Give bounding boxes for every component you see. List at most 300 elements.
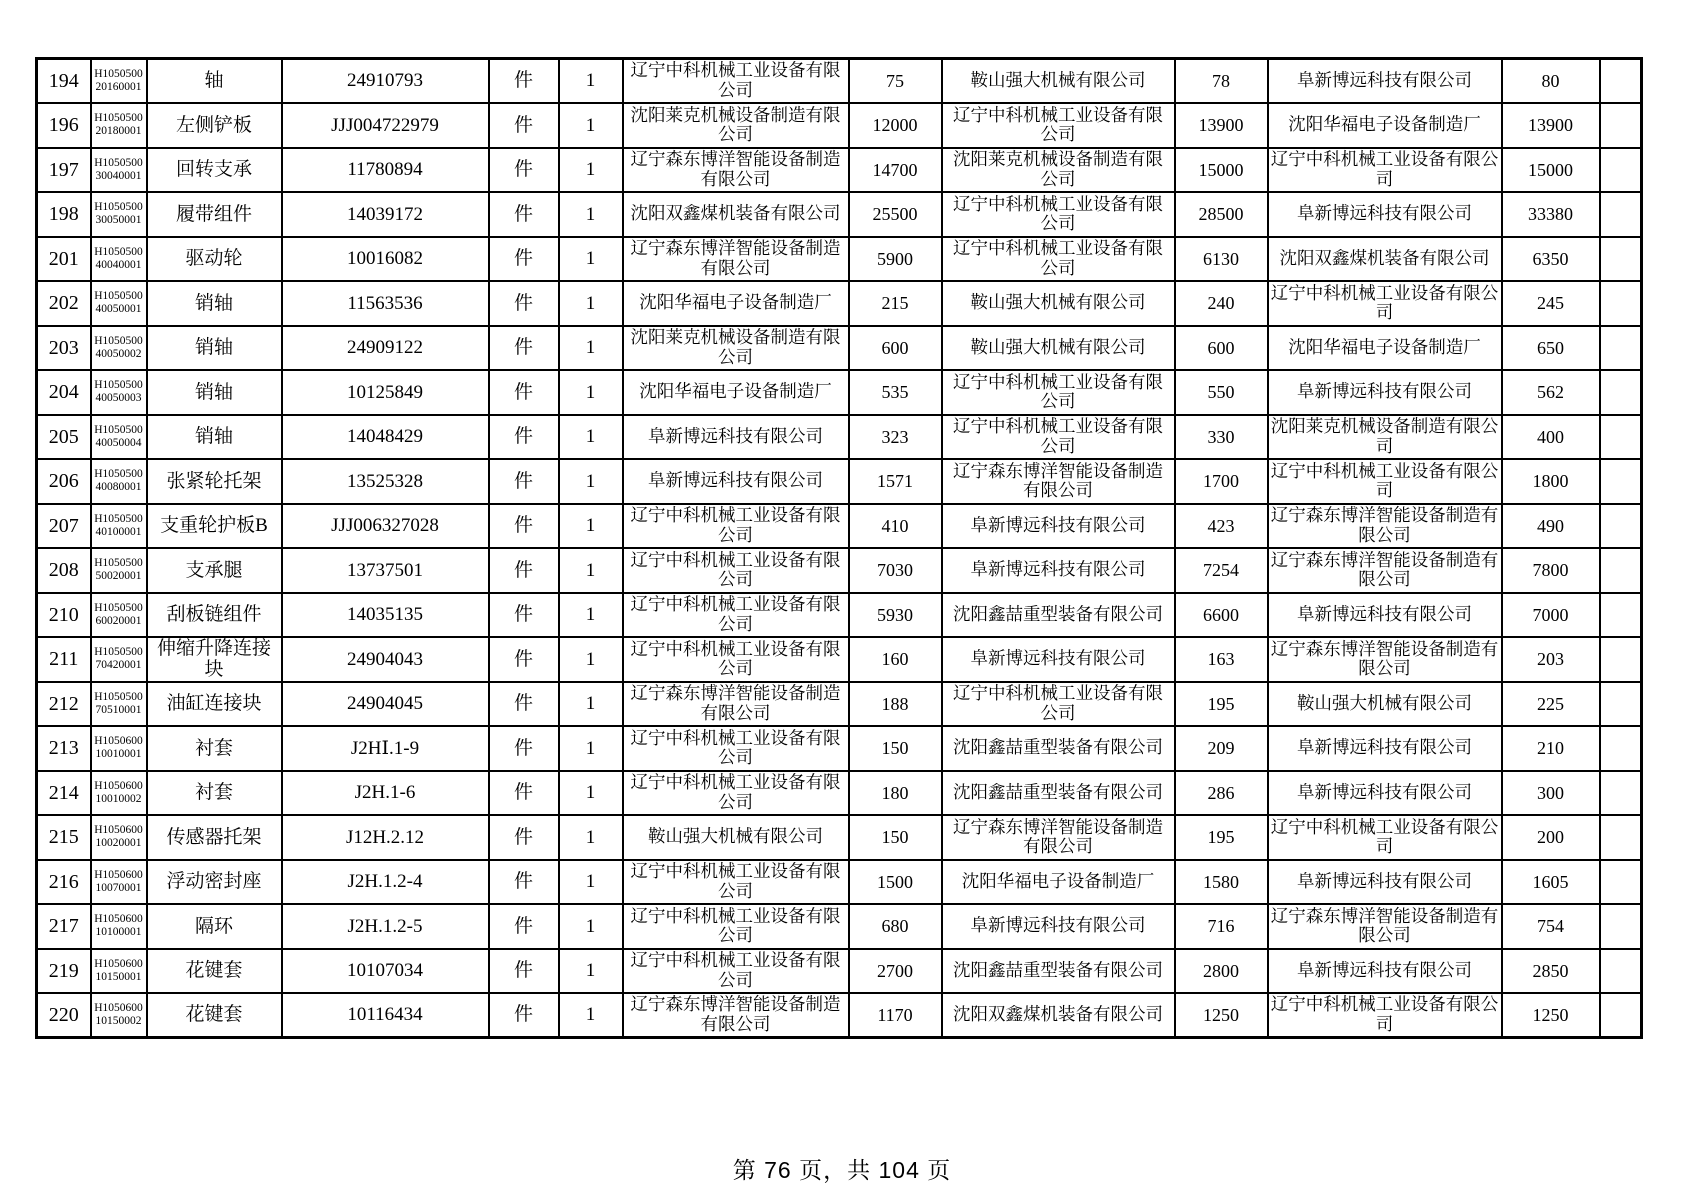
table-row (37, 593, 1642, 638)
cell-price-3: 562 (1502, 370, 1600, 415)
cell-quantity: 1 (559, 237, 623, 282)
cell-price-2: 600 (1175, 326, 1268, 371)
cell-item-code (91, 326, 147, 371)
code-line: 70420001 (95, 659, 142, 672)
cell-supplier-2: 鞍山强大机械有限公司 (942, 59, 1175, 104)
cell-row-no: 215 (37, 815, 91, 860)
cell-quantity: 1 (559, 949, 623, 994)
cell-item-code (91, 148, 147, 193)
cell-row-no: 217 (37, 904, 91, 949)
cell-part-name: 销轴 (147, 370, 282, 415)
cell-supplier-2: 辽宁中科机械工业设备有限公司 (942, 682, 1175, 727)
code-line: 40050002 (95, 347, 142, 360)
cell-supplier-3: 沈阳华福电子设备制造厂 (1268, 103, 1502, 148)
cell-item-code (91, 949, 147, 994)
cell-quantity: 1 (559, 59, 623, 104)
cell-price-3: 225 (1502, 682, 1600, 727)
cell-quantity: 1 (559, 771, 623, 816)
code-line: H1050600 (94, 779, 143, 792)
cell-price-3: 210 (1502, 726, 1600, 771)
table-row (37, 326, 1642, 371)
code-line: H1050500 (94, 601, 143, 614)
cell-price-1: 25500 (849, 192, 942, 237)
cell-supplier-1: 辽宁中科机械工业设备有限公司 (623, 904, 849, 949)
cell-row-no: 201 (37, 237, 91, 282)
cell-supplier-2: 辽宁中科机械工业设备有限公司 (942, 370, 1175, 415)
cell-price-2: 1700 (1175, 459, 1268, 504)
cell-price-1: 410 (849, 504, 942, 549)
cell-price-1: 535 (849, 370, 942, 415)
cell-supplier-3: 辽宁中科机械工业设备有限公司 (1268, 148, 1502, 193)
cell-supplier-2: 辽宁森东博洋智能设备制造有限公司 (942, 459, 1175, 504)
code-line: 10150001 (95, 970, 142, 983)
cell-row-no: 206 (37, 459, 91, 504)
cell-blank (1600, 771, 1642, 816)
cell-part-number: 10116434 (282, 993, 489, 1038)
cell-supplier-1: 沈阳华福电子设备制造厂 (623, 281, 849, 326)
cell-supplier-2: 阜新博远科技有限公司 (942, 548, 1175, 593)
cell-price-2: 2800 (1175, 949, 1268, 994)
cell-supplier-2: 阜新博远科技有限公司 (942, 637, 1175, 682)
cell-part-number: 10107034 (282, 949, 489, 994)
cell-row-no: 213 (37, 726, 91, 771)
cell-part-name: 伸缩升降连接块 (147, 637, 282, 682)
cell-part-name: 衬套 (147, 726, 282, 771)
code-line: H1050500 (94, 334, 143, 347)
cell-part-name: 油缸连接块 (147, 682, 282, 727)
cell-part-number: J2H.1.2-4 (282, 860, 489, 905)
code-line: 10070001 (95, 881, 142, 894)
table-row (37, 281, 1642, 326)
cell-price-1: 5930 (849, 593, 942, 638)
cell-price-1: 12000 (849, 103, 942, 148)
cell-price-1: 160 (849, 637, 942, 682)
cell-blank (1600, 237, 1642, 282)
cell-blank (1600, 904, 1642, 949)
cell-price-2: 209 (1175, 726, 1268, 771)
cell-part-number: J2H.1.2-5 (282, 904, 489, 949)
cell-part-number: 13525328 (282, 459, 489, 504)
cell-price-3: 490 (1502, 504, 1600, 549)
cell-blank (1600, 593, 1642, 638)
cell-supplier-2: 沈阳双鑫煤机装备有限公司 (942, 993, 1175, 1038)
code-line: 70510001 (95, 703, 142, 716)
cell-part-number: JJJ006327028 (282, 504, 489, 549)
cell-price-3: 1800 (1502, 459, 1600, 504)
cell-price-3: 80 (1502, 59, 1600, 104)
cell-price-1: 600 (849, 326, 942, 371)
cell-row-no: 214 (37, 771, 91, 816)
cell-supplier-2: 沈阳鑫喆重型装备有限公司 (942, 949, 1175, 994)
cell-supplier-1: 阜新博远科技有限公司 (623, 459, 849, 504)
cell-supplier-2: 辽宁中科机械工业设备有限公司 (942, 415, 1175, 460)
cell-blank (1600, 148, 1642, 193)
cell-supplier-1: 辽宁森东博洋智能设备制造有限公司 (623, 682, 849, 727)
code-line: H1050500 (94, 646, 143, 659)
cell-item-code (91, 459, 147, 504)
code-line: 50020001 (95, 570, 142, 583)
cell-supplier-1: 沈阳莱克机械设备制造有限公司 (623, 103, 849, 148)
cell-item-code (91, 682, 147, 727)
cell-quantity: 1 (559, 281, 623, 326)
cell-item-code (91, 415, 147, 460)
cell-price-3: 1605 (1502, 860, 1600, 905)
cell-supplier-1: 辽宁中科机械工业设备有限公司 (623, 726, 849, 771)
cell-item-code (91, 860, 147, 905)
cell-supplier-3: 阜新博远科技有限公司 (1268, 192, 1502, 237)
cell-price-1: 1500 (849, 860, 942, 905)
cell-part-name: 支重轮护板B (147, 504, 282, 549)
cell-price-2: 286 (1175, 771, 1268, 816)
cell-quantity: 1 (559, 148, 623, 193)
cell-part-number: J2H.1-6 (282, 771, 489, 816)
cell-part-name: 花键套 (147, 993, 282, 1038)
cell-part-number: 11563536 (282, 281, 489, 326)
cell-row-no: 208 (37, 548, 91, 593)
code-line: 10150002 (95, 1015, 142, 1028)
table-row (37, 993, 1642, 1038)
table-row (37, 504, 1642, 549)
cell-unit: 件 (489, 504, 559, 549)
cell-price-3: 754 (1502, 904, 1600, 949)
code-line: H1050500 (94, 201, 143, 214)
code-line: H1050500 (94, 245, 143, 258)
code-line: H1050500 (94, 379, 143, 392)
code-line: H1050500 (94, 112, 143, 125)
code-line: 10100001 (95, 926, 142, 939)
cell-part-number: 14048429 (282, 415, 489, 460)
cell-part-number: J2HⅠ.1-9 (282, 726, 489, 771)
cell-unit: 件 (489, 993, 559, 1038)
cell-unit: 件 (489, 682, 559, 727)
cell-price-1: 5900 (849, 237, 942, 282)
cell-blank (1600, 726, 1642, 771)
cell-quantity: 1 (559, 904, 623, 949)
parts-table-body (37, 59, 1642, 1038)
code-line: H1050600 (94, 957, 143, 970)
cell-price-3: 7800 (1502, 548, 1600, 593)
cell-price-1: 150 (849, 726, 942, 771)
cell-blank (1600, 548, 1642, 593)
cell-supplier-3: 沈阳华福电子设备制造厂 (1268, 326, 1502, 371)
code-line: 40050004 (95, 436, 142, 449)
cell-supplier-1: 辽宁中科机械工业设备有限公司 (623, 771, 849, 816)
cell-part-name: 销轴 (147, 415, 282, 460)
cell-unit: 件 (489, 370, 559, 415)
code-line: H1050600 (94, 1002, 143, 1015)
cell-unit: 件 (489, 815, 559, 860)
cell-row-no: 196 (37, 103, 91, 148)
table-row (37, 459, 1642, 504)
cell-quantity: 1 (559, 103, 623, 148)
code-line: 10020001 (95, 837, 142, 850)
cell-supplier-3: 沈阳双鑫煤机装备有限公司 (1268, 237, 1502, 282)
cell-part-number: 14039172 (282, 192, 489, 237)
cell-price-3: 200 (1502, 815, 1600, 860)
cell-supplier-2: 沈阳华福电子设备制造厂 (942, 860, 1175, 905)
cell-supplier-2: 辽宁森东博洋智能设备制造有限公司 (942, 815, 1175, 860)
cell-price-3: 245 (1502, 281, 1600, 326)
cell-quantity: 1 (559, 504, 623, 549)
cell-item-code (91, 103, 147, 148)
cell-price-1: 215 (849, 281, 942, 326)
cell-part-number: 13737501 (282, 548, 489, 593)
cell-part-name: 履带组件 (147, 192, 282, 237)
cell-row-no: 212 (37, 682, 91, 727)
cell-quantity: 1 (559, 459, 623, 504)
cell-supplier-3: 阜新博远科技有限公司 (1268, 370, 1502, 415)
cell-item-code (91, 815, 147, 860)
cell-part-number: 10016082 (282, 237, 489, 282)
cell-blank (1600, 815, 1642, 860)
cell-part-number: 24910793 (282, 59, 489, 104)
cell-supplier-3: 辽宁森东博洋智能设备制造有限公司 (1268, 548, 1502, 593)
cell-price-2: 195 (1175, 815, 1268, 860)
cell-supplier-3: 鞍山强大机械有限公司 (1268, 682, 1502, 727)
cell-supplier-2: 辽宁中科机械工业设备有限公司 (942, 103, 1175, 148)
cell-price-1: 1571 (849, 459, 942, 504)
cell-supplier-1: 辽宁中科机械工业设备有限公司 (623, 593, 849, 638)
table-row (37, 771, 1642, 816)
cell-price-1: 14700 (849, 148, 942, 193)
cell-row-no: 205 (37, 415, 91, 460)
cell-blank (1600, 949, 1642, 994)
cell-price-2: 330 (1175, 415, 1268, 460)
cell-unit: 件 (489, 192, 559, 237)
cell-supplier-3: 辽宁森东博洋智能设备制造有限公司 (1268, 637, 1502, 682)
table-row (37, 949, 1642, 994)
cell-supplier-1: 辽宁中科机械工业设备有限公司 (623, 504, 849, 549)
cell-quantity: 1 (559, 726, 623, 771)
cell-price-2: 6600 (1175, 593, 1268, 638)
table-row (37, 148, 1642, 193)
cell-unit: 件 (489, 726, 559, 771)
code-line: 10010001 (95, 748, 142, 761)
cell-quantity: 1 (559, 415, 623, 460)
cell-item-code (91, 993, 147, 1038)
cell-quantity: 1 (559, 993, 623, 1038)
cell-price-2: 1580 (1175, 860, 1268, 905)
code-line: H1050600 (94, 913, 143, 926)
cell-blank (1600, 103, 1642, 148)
cell-price-2: 1250 (1175, 993, 1268, 1038)
cell-price-2: 13900 (1175, 103, 1268, 148)
cell-unit: 件 (489, 415, 559, 460)
cell-price-2: 550 (1175, 370, 1268, 415)
cell-supplier-3: 阜新博远科技有限公司 (1268, 59, 1502, 104)
cell-blank (1600, 370, 1642, 415)
cell-row-no: 197 (37, 148, 91, 193)
cell-price-2: 7254 (1175, 548, 1268, 593)
cell-supplier-1: 辽宁森东博洋智能设备制造有限公司 (623, 993, 849, 1038)
cell-price-1: 180 (849, 771, 942, 816)
code-line: 40050001 (95, 303, 142, 316)
cell-part-name: 支承腿 (147, 548, 282, 593)
cell-supplier-3: 辽宁森东博洋智能设备制造有限公司 (1268, 904, 1502, 949)
cell-supplier-1: 辽宁中科机械工业设备有限公司 (623, 637, 849, 682)
cell-blank (1600, 459, 1642, 504)
cell-price-2: 15000 (1175, 148, 1268, 193)
cell-supplier-2: 鞍山强大机械有限公司 (942, 281, 1175, 326)
cell-part-name: 回转支承 (147, 148, 282, 193)
cell-quantity: 1 (559, 548, 623, 593)
cell-item-code (91, 637, 147, 682)
cell-price-3: 13900 (1502, 103, 1600, 148)
cell-blank (1600, 192, 1642, 237)
cell-price-2: 423 (1175, 504, 1268, 549)
cell-part-name: 销轴 (147, 281, 282, 326)
table-row (37, 548, 1642, 593)
cell-price-1: 75 (849, 59, 942, 104)
cell-part-name: 张紧轮托架 (147, 459, 282, 504)
cell-supplier-1: 沈阳双鑫煤机装备有限公司 (623, 192, 849, 237)
code-line: H1050600 (94, 735, 143, 748)
cell-supplier-3: 阜新博远科技有限公司 (1268, 860, 1502, 905)
cell-supplier-2: 阜新博远科技有限公司 (942, 904, 1175, 949)
table-row (37, 860, 1642, 905)
cell-unit: 件 (489, 949, 559, 994)
cell-price-1: 2700 (849, 949, 942, 994)
cell-supplier-3: 阜新博远科技有限公司 (1268, 949, 1502, 994)
cell-row-no: 216 (37, 860, 91, 905)
cell-row-no: 198 (37, 192, 91, 237)
code-line: H1050500 (94, 156, 143, 169)
cell-item-code (91, 593, 147, 638)
cell-unit: 件 (489, 148, 559, 193)
cell-price-1: 680 (849, 904, 942, 949)
cell-price-2: 28500 (1175, 192, 1268, 237)
cell-blank (1600, 682, 1642, 727)
cell-part-name: 左侧铲板 (147, 103, 282, 148)
cell-supplier-1: 辽宁中科机械工业设备有限公司 (623, 860, 849, 905)
table-row (37, 904, 1642, 949)
cell-price-3: 203 (1502, 637, 1600, 682)
cell-supplier-2: 沈阳鑫喆重型装备有限公司 (942, 771, 1175, 816)
table-row (37, 103, 1642, 148)
cell-quantity: 1 (559, 192, 623, 237)
cell-price-1: 7030 (849, 548, 942, 593)
cell-unit: 件 (489, 326, 559, 371)
cell-unit: 件 (489, 237, 559, 282)
cell-item-code (91, 370, 147, 415)
cell-supplier-1: 沈阳华福电子设备制造厂 (623, 370, 849, 415)
cell-item-code (91, 59, 147, 104)
code-line: H1050500 (94, 68, 143, 81)
cell-item-code (91, 548, 147, 593)
cell-blank (1600, 281, 1642, 326)
code-line: H1050600 (94, 868, 143, 881)
code-line: 30040001 (95, 169, 142, 182)
cell-supplier-1: 阜新博远科技有限公司 (623, 415, 849, 460)
cell-part-name: 衬套 (147, 771, 282, 816)
cell-price-1: 1170 (849, 993, 942, 1038)
code-line: 40050003 (95, 392, 142, 405)
code-line: H1050500 (94, 290, 143, 303)
cell-quantity: 1 (559, 682, 623, 727)
code-line: 60020001 (95, 614, 142, 627)
cell-blank (1600, 993, 1642, 1038)
cell-supplier-2: 阜新博远科技有限公司 (942, 504, 1175, 549)
cell-supplier-2: 沈阳鑫喆重型装备有限公司 (942, 726, 1175, 771)
cell-row-no: 194 (37, 59, 91, 104)
cell-price-2: 78 (1175, 59, 1268, 104)
table-row (37, 237, 1642, 282)
cell-price-3: 300 (1502, 771, 1600, 816)
cell-item-code (91, 726, 147, 771)
cell-unit: 件 (489, 459, 559, 504)
cell-quantity: 1 (559, 860, 623, 905)
code-line: H1050500 (94, 512, 143, 525)
cell-unit: 件 (489, 904, 559, 949)
cell-supplier-1: 辽宁中科机械工业设备有限公司 (623, 548, 849, 593)
cell-blank (1600, 415, 1642, 460)
table-row (37, 815, 1642, 860)
code-line: 40080001 (95, 481, 142, 494)
cell-row-no: 211 (37, 637, 91, 682)
cell-supplier-3: 辽宁中科机械工业设备有限公司 (1268, 815, 1502, 860)
cell-supplier-1: 辽宁森东博洋智能设备制造有限公司 (623, 148, 849, 193)
table-row (37, 59, 1642, 104)
code-line: 30050001 (95, 214, 142, 227)
cell-price-3: 400 (1502, 415, 1600, 460)
cell-quantity: 1 (559, 370, 623, 415)
cell-row-no: 207 (37, 504, 91, 549)
cell-supplier-3: 阜新博远科技有限公司 (1268, 593, 1502, 638)
cell-unit: 件 (489, 103, 559, 148)
cell-row-no: 219 (37, 949, 91, 994)
cell-part-number: JJJ004722979 (282, 103, 489, 148)
cell-supplier-2: 沈阳莱克机械设备制造有限公司 (942, 148, 1175, 193)
cell-supplier-3: 辽宁森东博洋智能设备制造有限公司 (1268, 504, 1502, 549)
table-row (37, 370, 1642, 415)
cell-item-code (91, 904, 147, 949)
cell-price-1: 323 (849, 415, 942, 460)
cell-part-name: 刮板链组件 (147, 593, 282, 638)
cell-supplier-2: 鞍山强大机械有限公司 (942, 326, 1175, 371)
code-line: 20160001 (95, 81, 142, 93)
cell-unit: 件 (489, 637, 559, 682)
code-line: H1050500 (94, 423, 143, 436)
cell-part-name: 隔环 (147, 904, 282, 949)
code-line: 20180001 (95, 125, 142, 138)
cell-price-1: 188 (849, 682, 942, 727)
code-line: H1050500 (94, 690, 143, 703)
cell-price-3: 1250 (1502, 993, 1600, 1038)
code-line: H1050600 (94, 824, 143, 837)
table-row (37, 726, 1642, 771)
cell-price-1: 150 (849, 815, 942, 860)
cell-price-2: 163 (1175, 637, 1268, 682)
cell-item-code (91, 192, 147, 237)
cell-blank (1600, 860, 1642, 905)
cell-unit: 件 (489, 548, 559, 593)
cell-item-code (91, 504, 147, 549)
cell-part-name: 销轴 (147, 326, 282, 371)
cell-supplier-1: 辽宁森东博洋智能设备制造有限公司 (623, 237, 849, 282)
cell-part-number: 14035135 (282, 593, 489, 638)
cell-part-name: 传感器托架 (147, 815, 282, 860)
cell-part-name: 轴 (147, 59, 282, 104)
code-line: 10010002 (95, 792, 142, 805)
cell-price-3: 7000 (1502, 593, 1600, 638)
cell-part-number: 24909122 (282, 326, 489, 371)
cell-price-3: 650 (1502, 326, 1600, 371)
cell-part-number: 24904043 (282, 637, 489, 682)
cell-part-name: 驱动轮 (147, 237, 282, 282)
cell-supplier-3: 辽宁中科机械工业设备有限公司 (1268, 459, 1502, 504)
parts-quotation-table (35, 57, 1643, 1039)
cell-quantity: 1 (559, 637, 623, 682)
